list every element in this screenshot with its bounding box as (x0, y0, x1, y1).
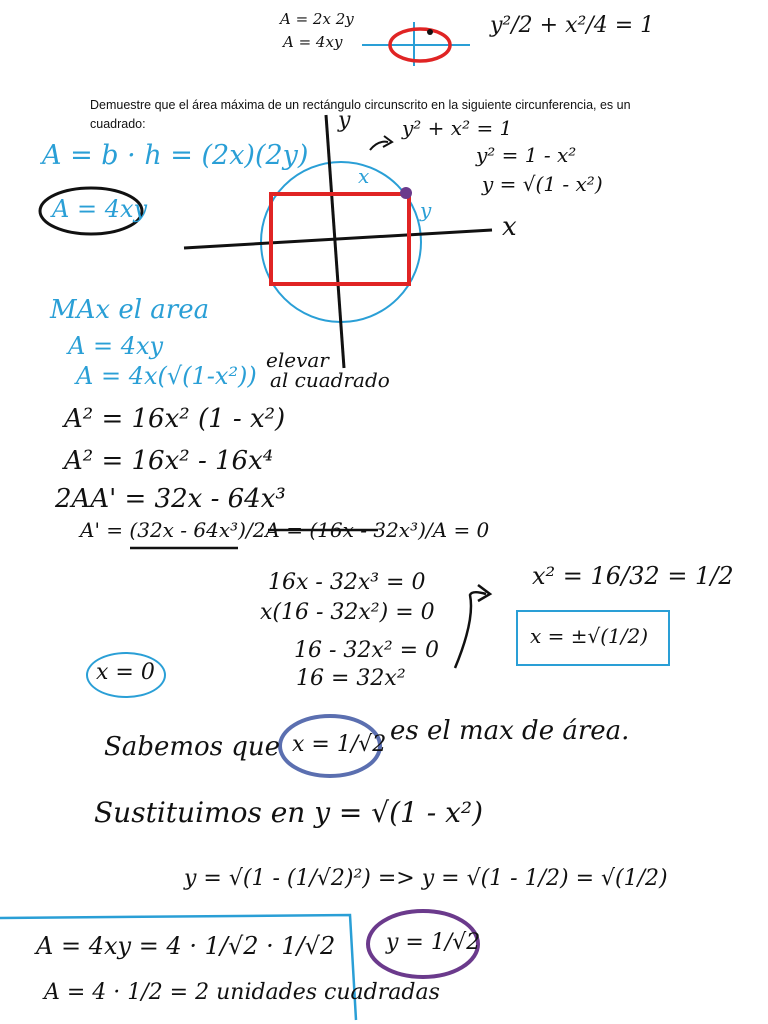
x-squared: x² = 16/32 = 1/2 (532, 562, 734, 590)
area-result-line-2: A = 4 · 1/2 = 2 unidades cuadradas (44, 980, 440, 1005)
solve-y-step-1: y² = 1 - x² (476, 143, 577, 167)
elevar-note-line-2: al cuadrado (270, 368, 390, 392)
rectangle-x-label: x (358, 164, 370, 188)
solve-line-2: x(16 - 32x²) = 0 (260, 600, 435, 625)
elevar-note-line-1: elevar (266, 348, 329, 372)
x-zero: x = 0 (96, 660, 155, 685)
y-value: y = 1/√2 (386, 930, 481, 955)
solve-line-1: 16x - 32x³ = 0 (268, 570, 426, 595)
circle-equation: y² + x² = 1 (402, 116, 513, 140)
solve-line-3: 16 - 32x² = 0 (294, 638, 440, 663)
x-max-value: x = 1/√2 (292, 732, 387, 757)
sabemos-suffix: es el max de área. (390, 716, 630, 746)
figure-y-axis-label: y (338, 108, 351, 133)
area-formula: A = b · h = (2x)(2y) (42, 140, 309, 171)
top-eq-area-1: A = 2x 2y (280, 10, 354, 28)
area-result-line-1: A = 4xy = 4 · 1/√2 · 1/√2 (36, 932, 336, 960)
max-step-1: A = 4xy (68, 332, 164, 360)
ellipse-equation: y²/2 + x²/4 = 1 (490, 13, 655, 38)
solve-line-4: 16 = 32x² (296, 666, 406, 691)
derivation-step-1: A² = 16x² (1 - x²) (64, 404, 286, 434)
solve-y-step-2: y = √(1 - x²) (482, 172, 603, 196)
max-step-2: A = 4x(√(1-x²)) (76, 362, 257, 390)
sabemos-prefix: Sabemos que (104, 732, 281, 762)
sustituimos-line: Sustituimos en y = √(1 - x²) (94, 796, 484, 829)
derivation-step-3: 2AA' = 32x - 64x³ (55, 484, 286, 514)
derivation-step-2: A² = 16x² - 16x⁴ (64, 446, 274, 476)
area-boxed: A = 4xy (52, 195, 148, 223)
derivation-step-4: A' = (32x - 64x³)/2A = (16x - 32x³)/A = 0 (80, 518, 490, 542)
max-heading: MAx el area (50, 295, 210, 325)
rectangle-y-label: y (420, 198, 432, 222)
top-eq-area-2: A = 4xy (283, 33, 343, 51)
problem-statement: Demuestre que el área máxima de un rectángulo circunscrito en la siguiente circunferencia, es un cuadrado: (90, 98, 631, 131)
figure-x-axis-label: x (502, 212, 517, 242)
x-solution: x = ±√(1/2) (530, 624, 649, 648)
y-substitution: y = √(1 - (1/√2)²) => y = √(1 - 1/2) = √(1/2) (184, 866, 668, 891)
